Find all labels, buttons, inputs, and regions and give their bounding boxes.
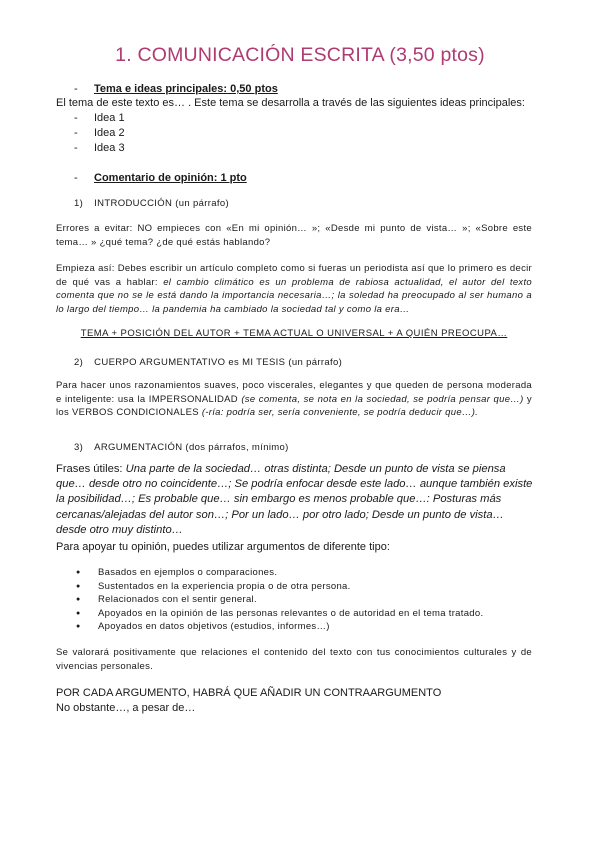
- dash-marker: -: [74, 112, 78, 124]
- list-item: ● Apoyados en la opinión de las personas relevantes o de autoridad en el tema tratado.: [76, 607, 546, 621]
- list-item: ● Apoyados en datos objetivos (estudios, informes…): [76, 620, 546, 634]
- subheading-label: INTRODUCCIÓN (un párrafo): [94, 198, 230, 209]
- page-title: 1. COMUNICACIÓN ESCRITA (3,50 ptos): [115, 44, 485, 66]
- idea-label: Idea 2: [94, 127, 125, 139]
- subheading-number: 2): [74, 357, 84, 368]
- subheading-number: 3): [74, 442, 84, 453]
- cuerpo-condicional-examples: (-ría: podría ser, sería conveniente, se podría deducir que…).: [201, 407, 479, 419]
- cuerpo-impersonal-examples: (se comenta, se nota en la sociedad, se podría pensar que…): [241, 393, 524, 405]
- apoyar-line: Para apoyar tu opinión, puedes utilizar argumentos de diferente tipo:: [56, 541, 390, 553]
- frases-utiles: [56, 462, 534, 538]
- subheading-introduccion: [74, 198, 229, 209]
- dash-marker: -: [74, 142, 78, 154]
- subheading-number: 1): [74, 198, 84, 209]
- formula-line: TEMA + POSICIÓN DEL AUTOR + TEMA ACTUAL O UNIVERSAL + A QUIÉN PREOCUPA…: [80, 328, 508, 339]
- idea-label: Idea 1: [94, 112, 125, 124]
- frases-examples: Una parte de la sociedad… otras distinta; Desde un punto de vista se piensa que… desde otro no coincidente…; Se podría enfocar desde este lado… aunque también existe la posibilidad…; Es probable que… sin embargo es menos probable que…: Posturas más cercanas/alejadas del autor son…; Por un lado… por otro lado; Desde un punto de vista… desde otro muy distinto…: [56, 463, 533, 536]
- heading-tema-ideas: Tema e ideas principales: 0,50 ptos: [94, 83, 278, 95]
- subheading-label: ARGUMENTACIÓN (dos párrafos, mínimo): [94, 442, 289, 453]
- frases-lead: Frases útiles:: [56, 463, 123, 475]
- heading-comentario: Comentario de opinión: 1 pto: [94, 172, 247, 184]
- list-item: ● Relacionados con el sentir general.: [76, 593, 546, 607]
- dash-marker: -: [74, 83, 78, 95]
- subheading-argumentacion: [74, 442, 289, 453]
- list-item: ● Basados en ejemplos o comparaciones.: [76, 566, 546, 580]
- list-item: ● Sustentados en la experiencia propia o de otra persona.: [76, 580, 546, 594]
- cuerpo-paragraph: [56, 379, 532, 420]
- valorara-paragraph: Se valorará positivamente que relaciones el contenido del texto con tus conocimientos culturales y de vivencias personales.: [56, 647, 532, 672]
- cuerpo-mid: y los VERBOS CONDICIONALES: [56, 393, 532, 419]
- tema-intro: El tema de este texto es… . Este tema se desarrolla a través de las siguientes ideas principales:: [56, 97, 525, 109]
- subheading-cuerpo: [74, 357, 342, 368]
- subheading-label: CUERPO ARGUMENTATIVO es MI TESIS (un párrafo): [94, 357, 343, 368]
- cuerpo-lead: Para hacer unos razonamientos suaves, poco viscerales, elegantes y que queden de persona moderada e inteligente: usa la IMPERSONALIDAD: [56, 380, 532, 405]
- empieza-examples: el cambio climático es un problema de rabiosa actualidad, el autor del texto comenta que no se le está dando la importancia necesaria…; la soledad ha preocupado al ser humano a lo largo del tiempo… la pandemia ha cambiado la sociedad tal y como la era…: [56, 276, 532, 315]
- idea-label: Idea 3: [94, 142, 125, 154]
- empieza-paragraph: [56, 262, 532, 316]
- contraargumento-line: POR CADA ARGUMENTO, HABRÁ QUE AÑADIR UN CONTRAARGUMENTO: [56, 687, 442, 699]
- no-obstante-line: No obstante…, a pesar de…: [56, 702, 196, 714]
- dash-marker: -: [74, 127, 78, 139]
- empieza-lead: Empieza así: Debes escribir un artículo completo como si fueras un periodista así que lo primero es decir de qué vas a hablar:: [56, 263, 532, 288]
- dash-marker: -: [74, 172, 78, 184]
- errores-paragraph: Errores a evitar: NO empieces con «En mi opinión… »; «Desde mi punto de vista… »; «Sobre este tema… » ¿qué tema? ¿de qué estás hablando?: [56, 223, 532, 248]
- argument-types-list: [76, 566, 546, 634]
